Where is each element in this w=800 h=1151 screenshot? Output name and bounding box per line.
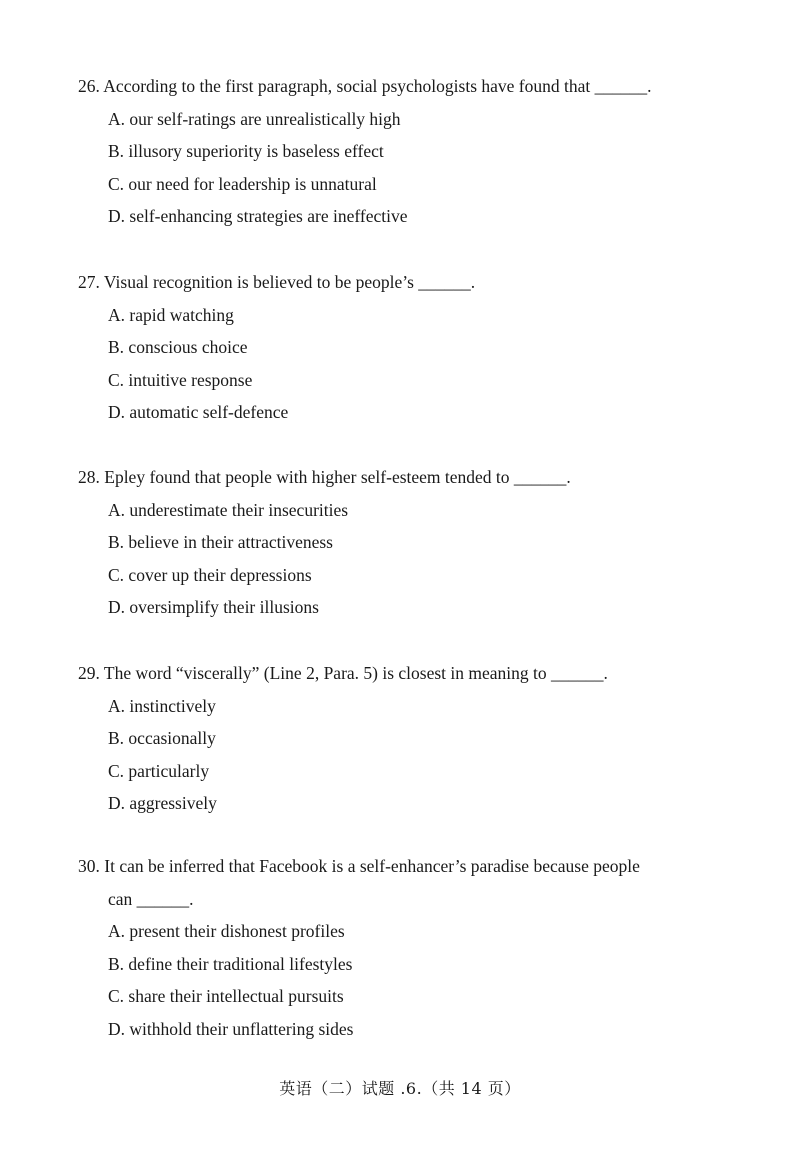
option-b: B. illusory superiority is baseless effect [108,141,384,161]
question-stem: 27. Visual recognition is believed to be people’s ______. [78,272,476,292]
option-d: D. oversimplify their illusions [108,597,319,617]
page-footer: 英语（二）试题 .6.（共 14 页） [279,1079,521,1098]
question-stem: 29. The word “viscerally” (Line 2, Para. 5) is closest in meaning to ______. [78,663,608,683]
option-a: A. our self-ratings are unrealistically high [108,108,401,129]
question-26 [78,70,718,233]
option-a: A. underestimate their insecurities [108,499,349,520]
question-stem: 28. Epley found that people with higher self-esteem tended to ______. [78,467,571,487]
option-b: B. define their traditional lifestyles [108,953,353,974]
question-stem: 30. It can be inferred that Facebook is a self-enhancer’s paradise because people [78,856,640,876]
option-d: D. withhold their unflattering sides [108,1018,354,1039]
option-a: A. present their dishonest profiles [108,921,345,941]
question-29 [78,657,718,820]
option-a: A. rapid watching [108,304,234,325]
option-b: B. believe in their attractiveness [108,532,333,552]
option-c: C. intuitive response [108,369,253,390]
option-c: C. share their intellectual pursuits [108,986,344,1006]
option-d: D. aggressively [108,793,217,813]
option-c: C. our need for leadership is unnatural [108,173,377,194]
question-stem-continuation: can ______. [108,888,194,909]
option-d: D. automatic self-defence [108,402,289,422]
question-27 [78,266,718,429]
option-c: C. particularly [108,760,210,781]
option-b: B. conscious choice [108,337,248,357]
option-a: A. instinctively [108,695,216,716]
option-c: C. cover up their depressions [108,564,312,585]
option-b: B. occasionally [108,728,216,748]
question-28 [78,461,718,624]
question-30 [78,850,718,1045]
question-stem: 26. According to the first paragraph, social psychologists have found that ______. [78,76,652,96]
option-d: D. self-enhancing strategies are ineffective [108,206,408,226]
